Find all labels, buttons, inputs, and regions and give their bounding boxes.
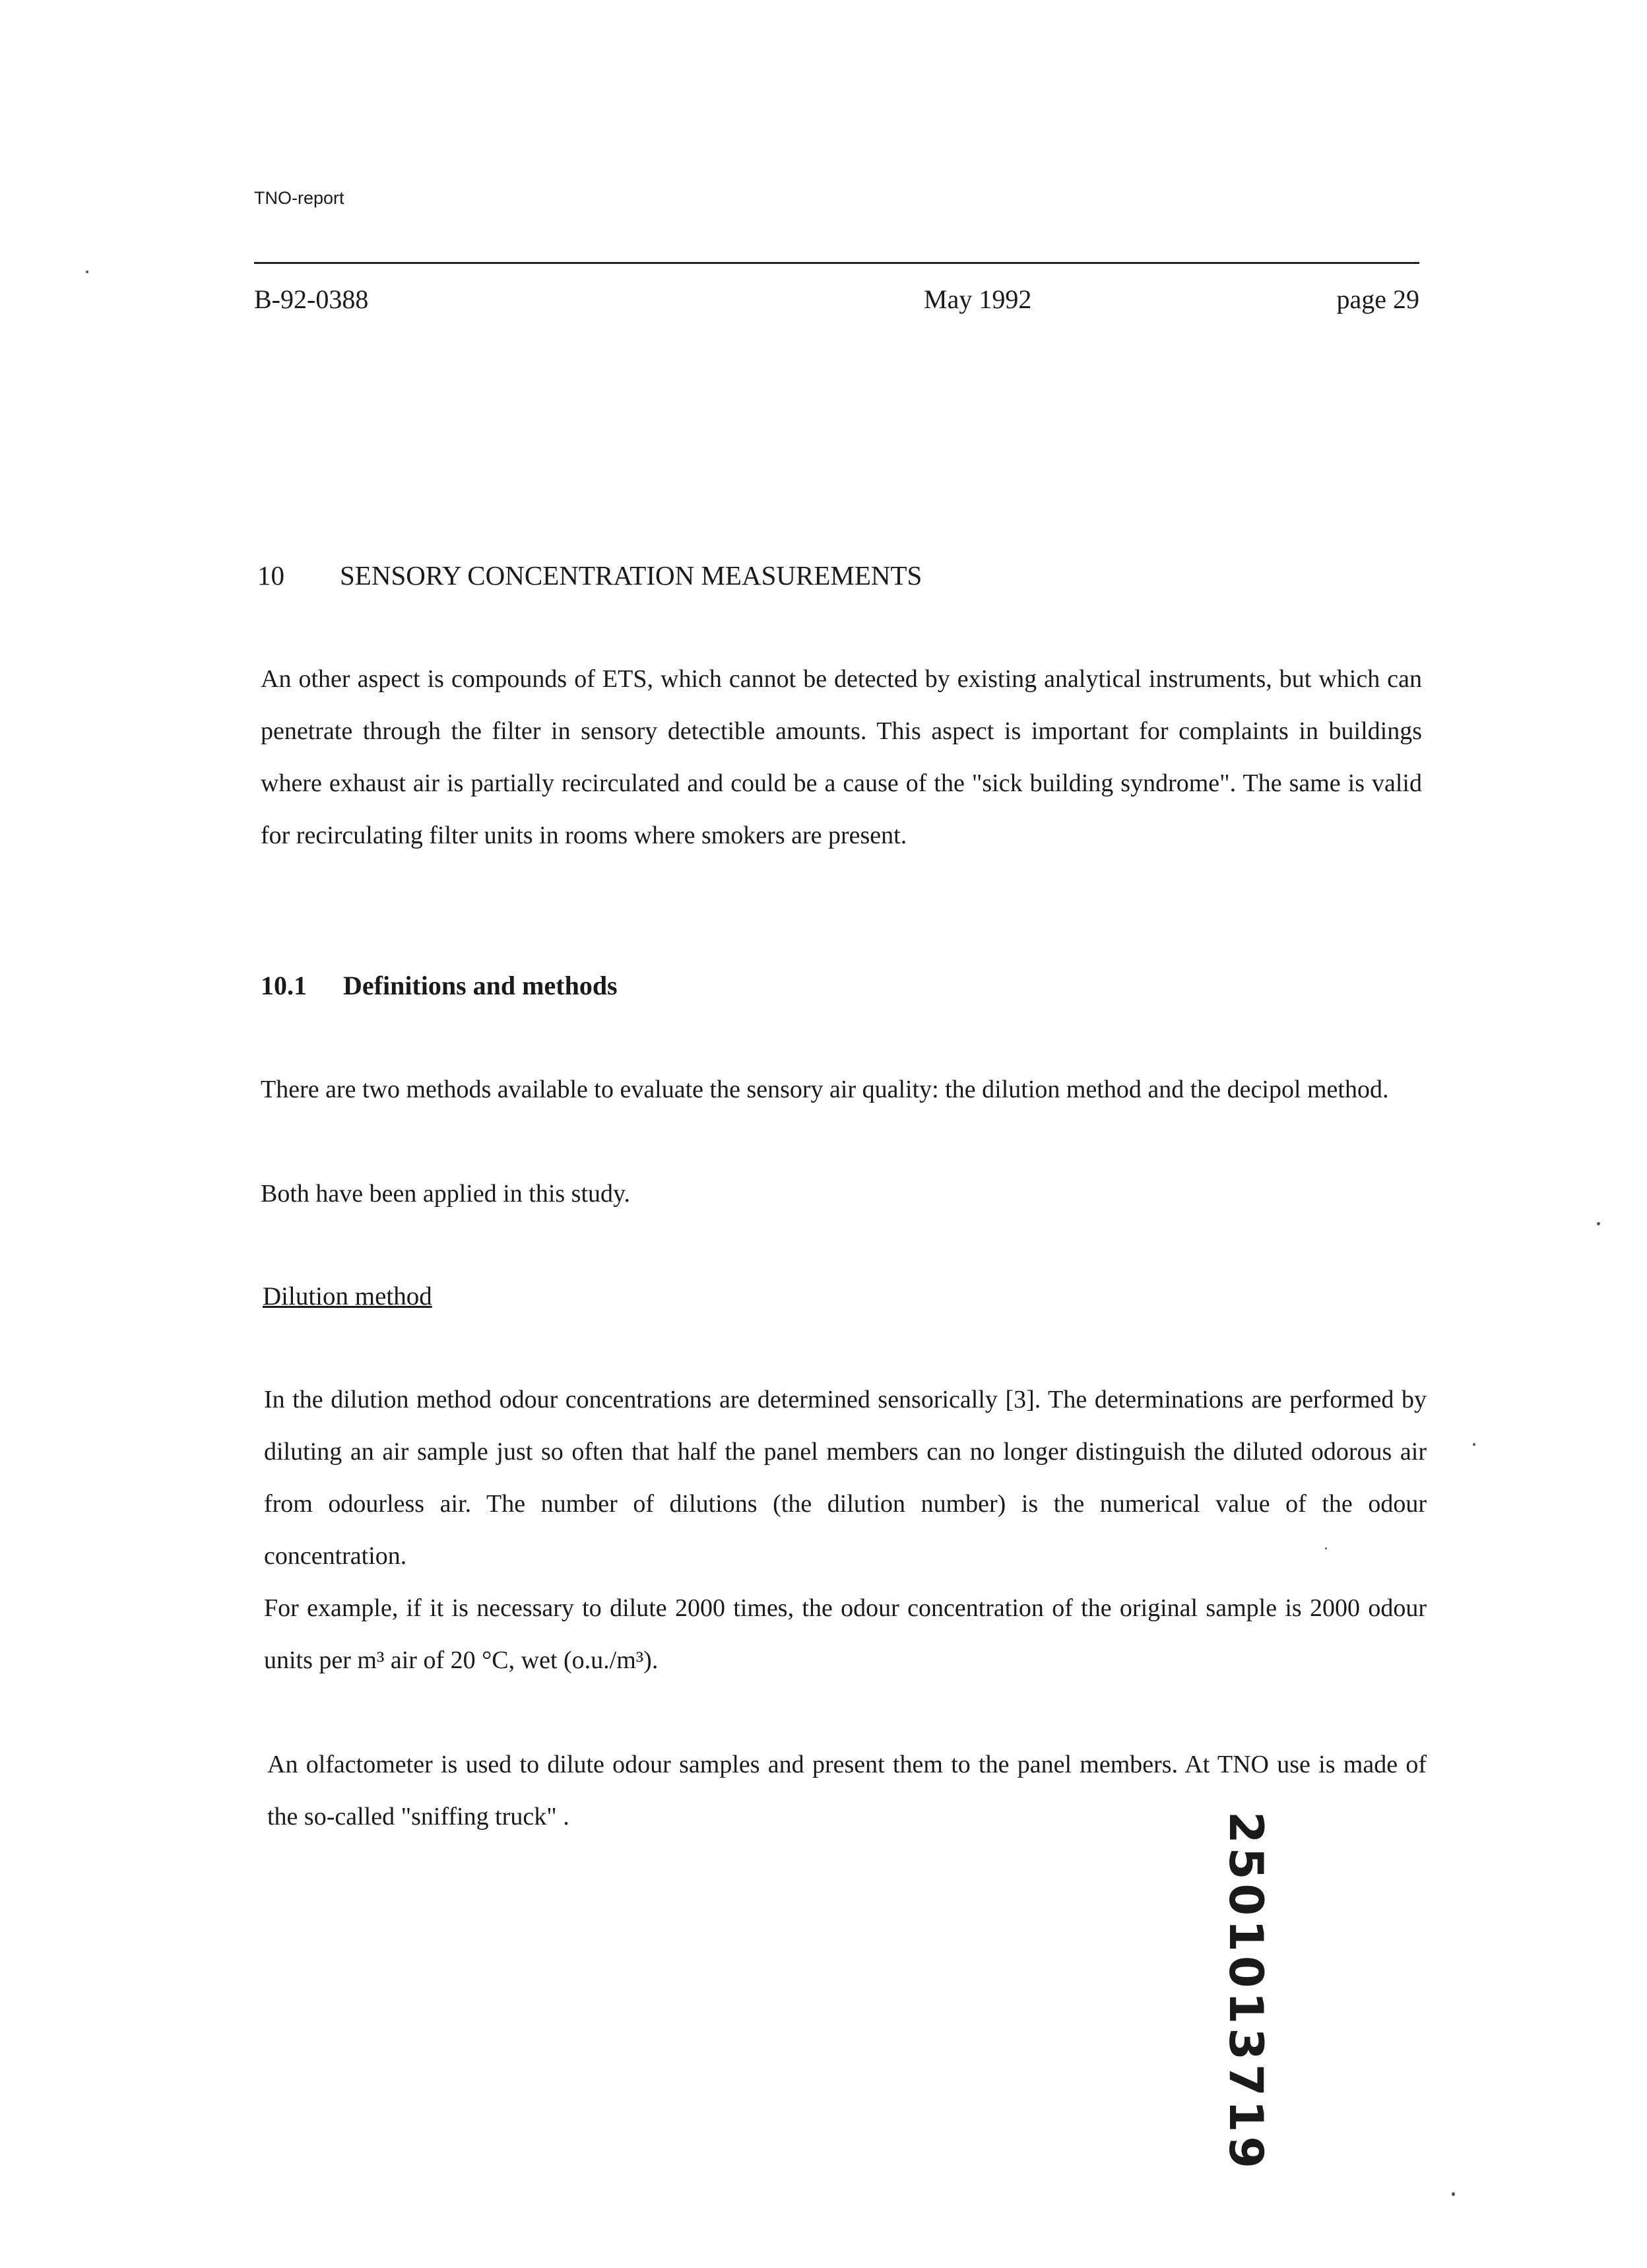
dilution-example-paragraph: For example, if it is necessary to dilute 2000 times, the odour concentration of the original sample is 2000 odour units per m³ air of 20 °C, wet (o.u./m³). [264, 1594, 1427, 1674]
scan-speck [1325, 1547, 1327, 1549]
subsection-number: 10.1 [261, 971, 307, 1000]
olfactometer-paragraph: An olfactometer is used to dilute odour samples and present them to the panel members. At TNO use is made of the so-called "sniffing truck" . [267, 1751, 1427, 1831]
subsection-title: Definitions and methods [343, 971, 618, 1000]
methods-paragraph: There are two methods available to evaluate the sensory air quality: the dilution method and the decipol method. [261, 1076, 1389, 1103]
section-heading [257, 560, 922, 591]
methods-applied-paragraph: Both have been applied in this study. [261, 1180, 631, 1208]
dilution-method-heading: Dilution method [263, 1282, 432, 1311]
organization-label: TNO-report [254, 188, 344, 208]
report-date: May 1992 [924, 284, 1032, 314]
scan-speck [1597, 1222, 1600, 1225]
scan-speck [1473, 1443, 1475, 1446]
document-id-text: 2501013719 [1219, 1811, 1273, 2173]
section-number: 10 [257, 560, 284, 591]
report-number: B-92-0388 [254, 284, 369, 314]
scan-speck [86, 271, 88, 273]
scan-speck [1452, 2192, 1455, 2196]
dilution-paragraph: In the dilution method odour concentrations are determined sensorically [3]. The determinations are performed by diluting an air sample just so often that half the panel members can no longer distinguish the diluted odorous air from odourless air. The number of dilutions (the dilution number) is the numerical value of the odour concentration. [264, 1386, 1427, 1570]
section-title: SENSORY CONCENTRATION MEASUREMENTS [340, 560, 922, 591]
header-rule [254, 262, 1419, 264]
section-intro-paragraph: An other aspect is compounds of ETS, which cannot be detected by existing analytical instruments, but which can penetrate through the filter in sensory detectible amounts. This aspect is important for complaints in buildings where exhaust air is partially recirculated and could be a cause of the "sick building syndrome". The same is valid for recirculating filter units in rooms where smokers are present. [261, 665, 1422, 849]
subsection-heading [261, 970, 618, 1001]
page-number: page 29 [1336, 284, 1419, 314]
document-id-stamp [1216, 1811, 1276, 2173]
